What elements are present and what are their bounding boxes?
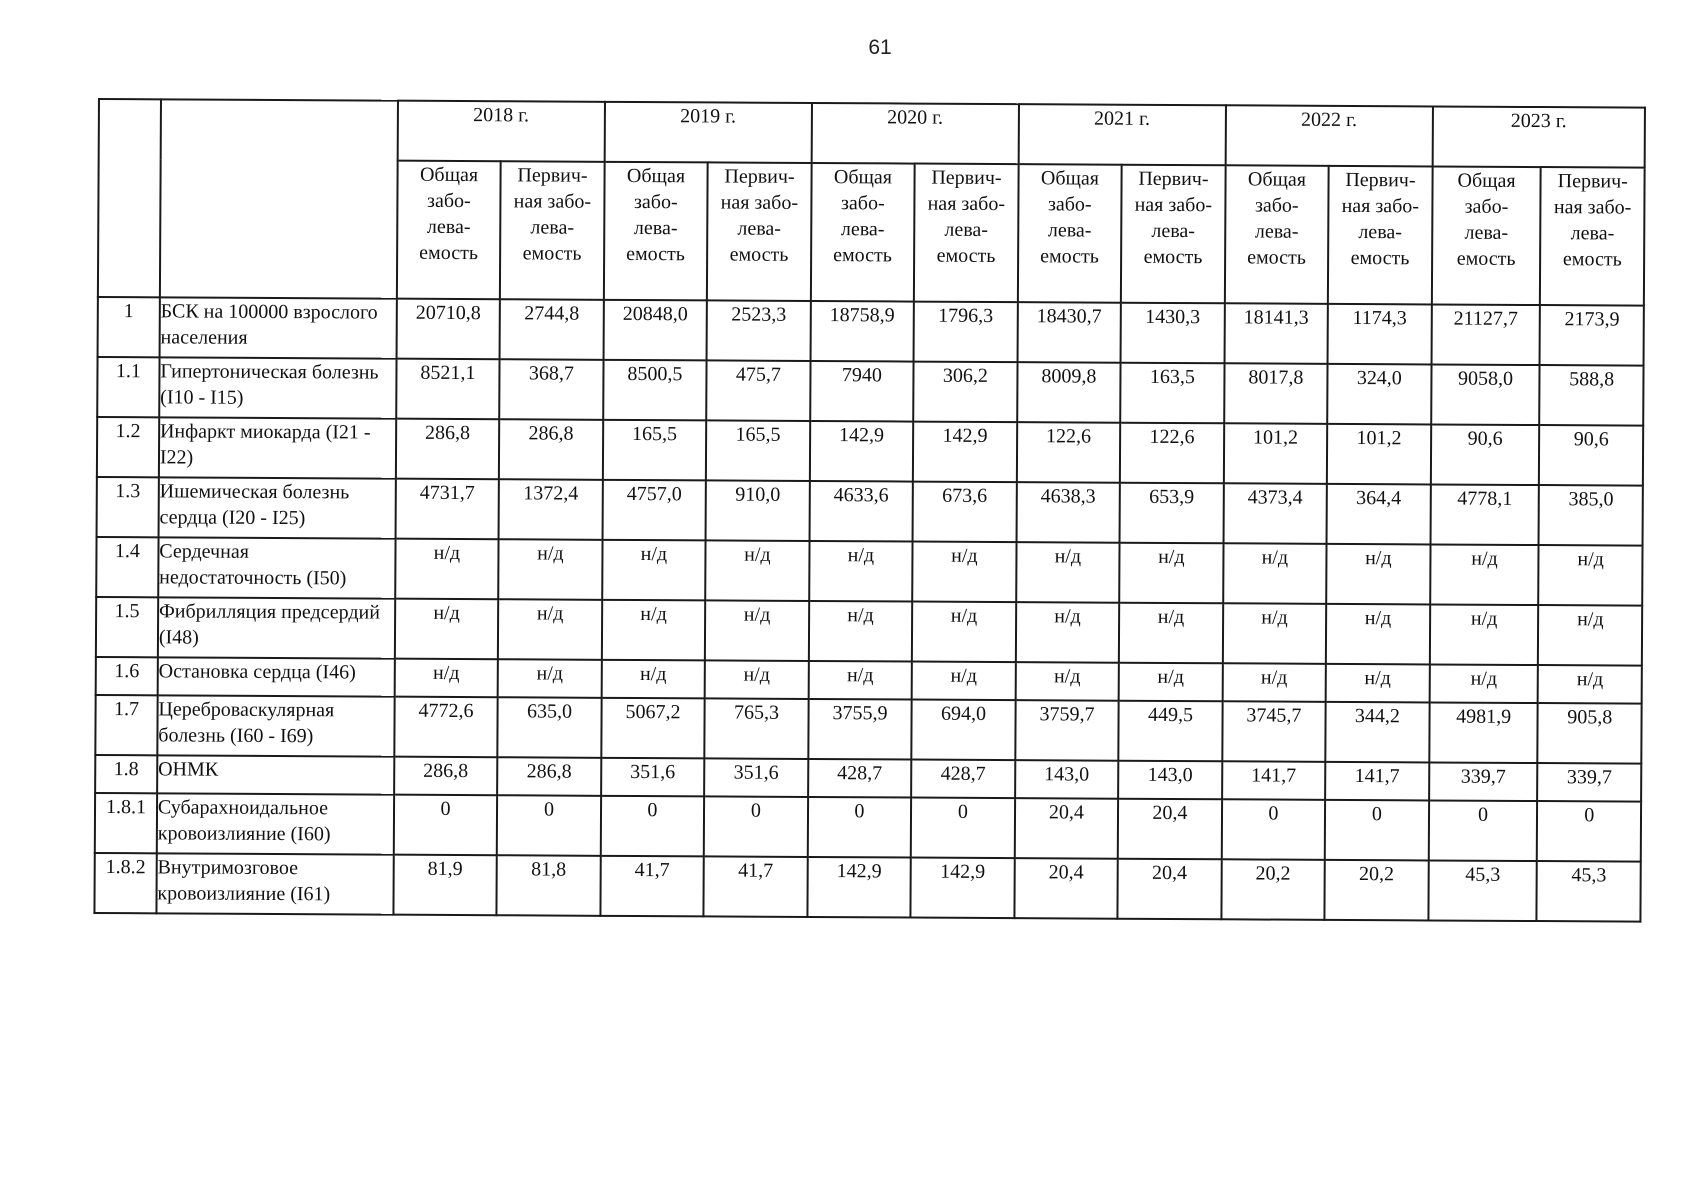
general-morbidity-value: н/д [395, 539, 499, 600]
primary-morbidity-value: н/д [705, 540, 809, 601]
primary-morbidity-value: 45,3 [1537, 861, 1641, 922]
general-morbidity-value: 0 [1221, 799, 1325, 860]
header-label-cell [160, 99, 398, 298]
general-morbidity-value: н/д [394, 659, 498, 698]
primary-morbidity-value: н/д [1538, 665, 1642, 704]
primary-morbidity-header: Первич- ная забо- лева- емость [1328, 166, 1432, 305]
general-morbidity-value: 141,7 [1222, 761, 1326, 800]
general-morbidity-value: 0 [1428, 800, 1537, 861]
primary-morbidity-value: 694,0 [911, 700, 1015, 761]
primary-morbidity-value: 635,0 [498, 697, 602, 758]
primary-morbidity-header: Первич- ная забо- лева- емость [914, 164, 1018, 303]
primary-morbidity-value: н/д [1326, 604, 1430, 665]
general-morbidity-value: 4731,7 [395, 479, 499, 540]
general-morbidity-value: н/д [602, 540, 706, 601]
primary-morbidity-value: 0 [497, 795, 601, 856]
year-header: 2022 г. [1225, 105, 1432, 166]
primary-morbidity-value: 368,7 [499, 359, 603, 420]
primary-morbidity-value: н/д [1119, 543, 1223, 604]
primary-morbidity-value: 449,5 [1118, 701, 1222, 762]
general-morbidity-value: н/д [1016, 542, 1120, 603]
primary-morbidity-value: 364,4 [1327, 484, 1431, 545]
general-morbidity-value: 286,8 [396, 419, 500, 480]
general-morbidity-value: н/д [602, 600, 706, 661]
row-number: 1.1 [97, 357, 159, 417]
primary-morbidity-value: 20,4 [1118, 859, 1222, 920]
primary-morbidity-value: 475,7 [706, 360, 810, 421]
general-morbidity-value: 3759,7 [1015, 700, 1119, 761]
primary-morbidity-value: 143,0 [1118, 761, 1222, 800]
row-number: 1.2 [97, 417, 159, 477]
general-morbidity-header: Общая забо- лева- емость [811, 163, 915, 302]
general-morbidity-value: н/д [808, 661, 912, 700]
general-morbidity-value: 18141,3 [1224, 303, 1328, 364]
table-row [95, 695, 1641, 764]
general-morbidity-value: 8521,1 [396, 359, 500, 420]
general-morbidity-value: 41,7 [600, 856, 704, 917]
primary-morbidity-value: 0 [704, 796, 808, 857]
primary-morbidity-value: 2744,8 [500, 299, 604, 360]
general-morbidity-value: 18430,7 [1017, 302, 1121, 363]
general-morbidity-value: 286,8 [394, 757, 498, 796]
general-morbidity-value: 81,9 [393, 855, 497, 916]
general-morbidity-value: 8017,8 [1224, 363, 1328, 424]
primary-morbidity-header: Первич- ная забо- лева- емость [500, 161, 604, 300]
primary-morbidity-value: 286,8 [499, 419, 603, 480]
row-label: Субарахноидальное кровоизлияние (I60) [157, 793, 394, 854]
general-morbidity-value: 9058,0 [1431, 364, 1540, 425]
general-morbidity-value: 4778,1 [1430, 484, 1539, 545]
general-morbidity-value: н/д [1429, 604, 1538, 665]
general-morbidity-value: 20,4 [1014, 858, 1118, 919]
primary-morbidity-value: 142,9 [911, 858, 1015, 919]
general-morbidity-header: Общая забо- лева- емость [1432, 166, 1542, 305]
general-morbidity-value: н/д [809, 601, 913, 662]
row-label: Ишемическая болезнь сердца (I20 - I25) [158, 477, 395, 538]
primary-morbidity-header: Первич- ная забо- лева- емость [1121, 165, 1225, 304]
row-label: Внутримозговое кровоизлияние (I61) [156, 853, 393, 914]
general-morbidity-value: н/д [809, 541, 913, 602]
general-morbidity-value: н/д [1223, 603, 1327, 664]
primary-morbidity-value: 1372,4 [499, 479, 603, 540]
row-label: Остановка сердца (I46) [158, 657, 395, 696]
primary-morbidity-value: н/д [912, 542, 1016, 603]
primary-morbidity-value: 905,8 [1538, 703, 1642, 764]
header-num-cell [98, 99, 161, 297]
primary-morbidity-value: 306,2 [913, 362, 1017, 423]
general-morbidity-value: 4757,0 [602, 480, 706, 541]
general-morbidity-value: 4373,4 [1223, 483, 1327, 544]
table-body [94, 297, 1643, 922]
primary-morbidity-value: 1430,3 [1121, 303, 1225, 364]
primary-morbidity-value: 41,7 [704, 856, 808, 917]
primary-morbidity-value: н/д [1538, 605, 1642, 666]
year-header-row [99, 99, 1645, 168]
row-label: Инфаркт миокарда (I21 - I22) [159, 417, 396, 478]
general-morbidity-value: 122,6 [1017, 422, 1121, 483]
primary-morbidity-value: 1796,3 [914, 302, 1018, 363]
table-row [97, 417, 1643, 486]
statistics-table-container [93, 98, 1646, 923]
general-morbidity-value: 4638,3 [1016, 482, 1120, 543]
primary-morbidity-value: 163,5 [1120, 363, 1224, 424]
general-morbidity-value: 3745,7 [1222, 701, 1326, 762]
general-morbidity-value: 20710,8 [396, 299, 500, 360]
page-number: 61 [868, 36, 892, 59]
general-morbidity-value: н/д [601, 660, 705, 699]
row-number: 1.8.2 [94, 853, 156, 913]
primary-morbidity-value: н/д [498, 539, 602, 600]
primary-morbidity-value: 653,9 [1120, 483, 1224, 544]
primary-morbidity-value: н/д [1326, 544, 1430, 605]
general-morbidity-value: 165,5 [603, 420, 707, 481]
year-header: 2018 г. [397, 101, 604, 162]
general-morbidity-header: Общая забо- лева- емость [1225, 165, 1329, 304]
primary-morbidity-value: 81,8 [497, 855, 601, 916]
general-morbidity-value: 20,2 [1221, 859, 1325, 920]
general-morbidity-header: Общая забо- лева- емость [397, 161, 501, 300]
general-morbidity-value: 0 [807, 797, 911, 858]
primary-morbidity-value: н/д [498, 659, 602, 698]
primary-morbidity-value: 385,0 [1539, 485, 1643, 546]
primary-morbidity-value: 141,7 [1325, 762, 1429, 801]
primary-morbidity-value: 344,2 [1325, 702, 1429, 763]
primary-morbidity-value: 0 [1537, 801, 1641, 862]
primary-morbidity-value: 90,6 [1539, 425, 1643, 486]
general-morbidity-value: н/д [1016, 602, 1120, 663]
general-morbidity-value: 351,6 [601, 758, 705, 797]
table-row [97, 357, 1643, 426]
row-label: Гипертоническая болезнь (I10 - I15) [159, 357, 396, 418]
table-row [97, 477, 1643, 546]
primary-morbidity-header: Первич- ная забо- лева- емость [1540, 167, 1644, 306]
general-morbidity-value: 21127,7 [1431, 304, 1540, 365]
general-morbidity-value: н/д [395, 599, 499, 660]
general-morbidity-value: 20,4 [1014, 798, 1118, 859]
primary-morbidity-value: 0 [1325, 800, 1429, 861]
general-morbidity-value: 20848,0 [603, 300, 707, 361]
table-header [98, 99, 1645, 306]
primary-morbidity-value: 286,8 [497, 757, 601, 796]
general-morbidity-value: 142,9 [810, 421, 914, 482]
primary-morbidity-value: 142,9 [913, 422, 1017, 483]
primary-morbidity-value: 0 [911, 798, 1015, 859]
general-morbidity-value: 101,2 [1224, 423, 1328, 484]
morbidity-table [93, 98, 1646, 923]
row-number: 1.5 [96, 597, 158, 657]
primary-morbidity-value: н/д [1539, 545, 1643, 606]
primary-morbidity-value: н/д [912, 662, 1016, 701]
primary-morbidity-value: 324,0 [1327, 364, 1431, 425]
row-number: 1 [98, 297, 160, 357]
primary-morbidity-value: 165,5 [706, 420, 810, 481]
general-morbidity-value: 90,6 [1431, 424, 1540, 485]
year-header: 2020 г. [811, 103, 1018, 164]
row-label: БСК на 100000 взрослого населения [159, 297, 396, 358]
general-morbidity-value: 18758,9 [810, 301, 914, 362]
row-label: Цереброваскулярная болезнь (I60 - I69) [157, 695, 394, 756]
general-morbidity-value: н/д [1429, 664, 1538, 703]
primary-morbidity-value: н/д [498, 599, 602, 660]
general-morbidity-value: 3755,9 [808, 699, 912, 760]
row-number: 1.4 [96, 537, 158, 597]
primary-morbidity-value: 339,7 [1538, 763, 1642, 802]
primary-morbidity-value: 351,6 [704, 758, 808, 797]
primary-morbidity-value: 673,6 [913, 482, 1017, 543]
general-morbidity-value: 339,7 [1429, 762, 1538, 801]
table-row [96, 597, 1642, 666]
primary-morbidity-value: 20,4 [1118, 799, 1222, 860]
primary-morbidity-value: н/д [1119, 603, 1223, 664]
primary-morbidity-value: 2523,3 [707, 300, 811, 361]
general-morbidity-value: 7940 [810, 361, 914, 422]
primary-morbidity-value: 765,3 [705, 698, 809, 759]
general-morbidity-value: н/д [1430, 544, 1539, 605]
primary-morbidity-value: н/д [705, 660, 809, 699]
table-row [96, 537, 1642, 606]
general-morbidity-value: 143,0 [1015, 760, 1119, 799]
row-number: 1.8 [95, 755, 157, 793]
row-number: 1.8.1 [95, 793, 157, 853]
general-morbidity-value: н/д [1015, 662, 1119, 701]
year-header: 2023 г. [1432, 106, 1645, 167]
year-header: 2021 г. [1018, 104, 1225, 165]
primary-morbidity-header: Первич- ная забо- лева- емость [707, 162, 811, 301]
general-morbidity-value: 4981,9 [1429, 702, 1538, 763]
primary-morbidity-value: 20,2 [1325, 860, 1429, 921]
general-morbidity-header: Общая забо- лева- емость [604, 162, 708, 301]
general-morbidity-value: 8500,5 [603, 360, 707, 421]
general-morbidity-value: 0 [600, 796, 704, 857]
primary-morbidity-value: н/д [912, 602, 1016, 663]
general-morbidity-value: 45,3 [1428, 860, 1537, 921]
row-label: ОНМК [157, 755, 394, 794]
row-label: Фибрилляция предсердий (I48) [158, 597, 395, 658]
general-morbidity-value: 8009,8 [1017, 362, 1121, 423]
general-morbidity-value: 428,7 [808, 759, 912, 798]
primary-morbidity-value: 2173,9 [1540, 305, 1644, 366]
table-row [95, 793, 1641, 862]
row-number: 1.6 [96, 657, 158, 695]
table-row [98, 297, 1644, 366]
general-morbidity-value: 4772,6 [394, 697, 498, 758]
primary-morbidity-value: 428,7 [911, 760, 1015, 799]
general-morbidity-value: н/д [1222, 663, 1326, 702]
row-number: 1.3 [97, 477, 159, 537]
general-morbidity-value: 4633,6 [809, 481, 913, 542]
general-morbidity-value: 142,9 [807, 857, 911, 918]
table-row [94, 853, 1640, 922]
primary-morbidity-value: 122,6 [1120, 423, 1224, 484]
primary-morbidity-value: 588,8 [1540, 365, 1644, 426]
primary-morbidity-value: 1174,3 [1328, 304, 1432, 365]
general-morbidity-value: 5067,2 [601, 698, 705, 759]
primary-morbidity-value: 101,2 [1327, 424, 1431, 485]
primary-morbidity-value: 910,0 [706, 480, 810, 541]
general-morbidity-header: Общая забо- лева- емость [1018, 164, 1122, 303]
year-header: 2019 г. [604, 102, 811, 163]
row-label: Сердечная недостаточность (I50) [158, 537, 395, 598]
general-morbidity-value: 0 [393, 795, 497, 856]
primary-morbidity-value: н/д [1326, 664, 1430, 703]
row-number: 1.7 [95, 695, 157, 755]
general-morbidity-value: н/д [1223, 543, 1327, 604]
primary-morbidity-value: н/д [1119, 663, 1223, 702]
primary-morbidity-value: н/д [705, 600, 809, 661]
